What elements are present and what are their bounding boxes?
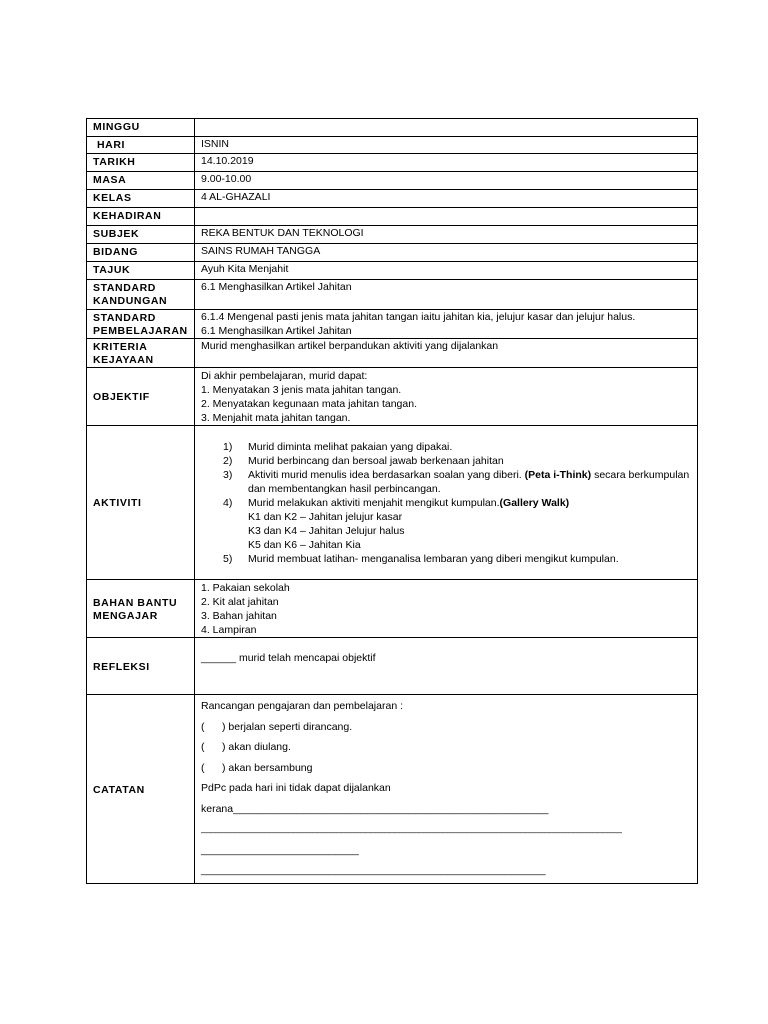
aktiviti-text: Murid diminta melihat pakaian yang dipakai.	[248, 441, 453, 453]
aktiviti-list	[201, 440, 697, 510]
value-kelas: 4 AL-GHAZALI	[195, 190, 698, 208]
catatan-blank-line: _______________________________________________________________________________________	[201, 823, 622, 834]
row-objektif	[87, 368, 698, 426]
label-aktiviti: AKTIVITI	[87, 426, 195, 580]
label-line: STANDARD	[93, 312, 156, 324]
aktiviti-text: secara berkumpulan	[591, 469, 690, 481]
value-tajuk: Ayuh Kita Menjahit	[195, 262, 698, 280]
kumpulan-line: K5 dan K6 – Jahitan Kia	[248, 539, 361, 551]
catatan-option: ( ) akan bersambung	[201, 761, 313, 774]
value-kriteria-kejayaan: Murid menghasilkan artikel berpandukan aktiviti yang dijalankan	[195, 339, 698, 368]
sp-line: 6.1.4 Mengenal pasti jenis mata jahitan tangan iaitu jahitan kia, jelujur kasar dan jelujur halus.	[201, 311, 636, 323]
objektif-item: 2. Menyatakan kegunaan mata jahitan tangan.	[201, 398, 417, 410]
row-tajuk	[87, 262, 698, 280]
value-refleksi	[195, 638, 698, 695]
label-line: STANDARD	[93, 282, 156, 294]
value-catatan	[195, 695, 698, 884]
label-bahan-bantu	[87, 580, 195, 638]
label-kehadiran: KEHADIRAN	[87, 208, 195, 226]
aktiviti-bold-text: (Gallery Walk)	[499, 497, 570, 509]
value-bidang: SAINS RUMAH TANGGA	[195, 244, 698, 262]
row-masa	[87, 172, 698, 190]
lesson-plan-table	[86, 118, 698, 884]
aktiviti-number: 1)	[223, 441, 233, 453]
aktiviti-bold-text: (Peta i-Think)	[524, 469, 592, 481]
value-standard-pembelajaran	[195, 310, 698, 339]
value-objektif	[195, 368, 698, 426]
sp-line: 6.1 Menghasilkan Artikel Jahitan	[201, 324, 352, 337]
aktiviti-text: Murid membuat latihan- menganalisa lembaran yang diberi mengikut kumpulan.	[248, 553, 619, 565]
objektif-item: 3. Menjahit mata jahitan tangan.	[201, 412, 351, 424]
label-catatan: CATATAN	[87, 695, 195, 884]
catatan-option: ( ) akan diulang.	[201, 741, 291, 753]
refleksi-blank: ______	[201, 652, 237, 664]
objektif-intro: Di akhir pembelajaran, murid dapat:	[201, 370, 368, 382]
label-line: BAHAN BANTU	[93, 596, 178, 609]
catatan-blank-line: ___________________________	[201, 843, 359, 856]
row-subjek	[87, 226, 698, 244]
catatan-blank-line: ___________________________________________________________	[201, 864, 546, 876]
row-kriteria-kejayaan	[87, 339, 698, 368]
label-line: MENGAJAR	[93, 609, 158, 622]
row-tarikh	[87, 154, 698, 172]
label-subjek: SUBJEK	[87, 226, 195, 244]
value-bahan-bantu	[195, 580, 698, 638]
objektif-item: 1. Menyatakan 3 jenis mata jahitan tangan.	[201, 384, 402, 396]
catatan-line: PdPc pada hari ini tidak dapat dijalankan	[201, 782, 391, 794]
row-kehadiran	[87, 208, 698, 226]
catatan-option: ( ) berjalan seperti dirancang.	[201, 720, 353, 733]
label-bidang: BIDANG	[87, 244, 195, 262]
row-kelas	[87, 190, 698, 208]
row-aktiviti	[87, 426, 698, 580]
value-hari: ISNIN	[195, 137, 698, 154]
label-line: KRITERIA	[93, 341, 148, 353]
kumpulan-line: K1 dan K2 – Jahitan jelujur kasar	[248, 511, 403, 523]
bahan-item: 2. Kit alat jahitan	[201, 596, 279, 608]
aktiviti-text: dan membentangkan hasil perbincangan.	[248, 483, 441, 495]
aktiviti-item	[201, 454, 697, 468]
aktiviti-item	[201, 552, 697, 566]
aktiviti-item	[201, 440, 697, 454]
label-standard-kandungan	[87, 280, 195, 310]
kumpulan-line: K3 dan K4 – Jahitan Jelujur halus	[248, 525, 405, 537]
row-catatan	[87, 695, 698, 884]
value-minggu	[195, 119, 698, 137]
row-bidang	[87, 244, 698, 262]
label-kelas: KELAS	[87, 190, 195, 208]
label-line: KANDUNGAN	[93, 295, 168, 307]
bahan-item: 4. Lampiran	[201, 624, 257, 636]
label-masa: MASA	[87, 172, 195, 190]
label-kriteria-kejayaan	[87, 339, 195, 368]
value-aktiviti	[195, 426, 698, 580]
catatan-line: kerana______________________________________________________	[201, 802, 549, 815]
row-minggu	[87, 119, 698, 137]
label-line: KEJAYAAN	[93, 354, 154, 366]
row-hari	[87, 137, 698, 154]
value-kehadiran	[195, 208, 698, 226]
aktiviti-list	[201, 552, 697, 566]
catatan-heading: Rancangan pengajaran dan pembelajaran :	[201, 700, 403, 712]
label-hari: HARI	[87, 137, 195, 154]
label-standard-pembelajaran	[87, 310, 195, 339]
aktiviti-text: Murid berbincang dan bersoal jawab berkenaan jahitan	[248, 455, 504, 467]
value-tarikh: 14.10.2019	[195, 154, 698, 172]
value-masa: 9.00-10.00	[195, 172, 698, 190]
aktiviti-text: Murid melakukan aktiviti menjahit mengikut kumpulan.	[248, 497, 500, 509]
label-minggu: MINGGU	[87, 119, 195, 137]
label-objektif: OBJEKTIF	[87, 368, 195, 426]
label-tarikh: TARIKH	[87, 154, 195, 172]
aktiviti-item	[201, 496, 697, 510]
aktiviti-number: 5)	[223, 553, 233, 565]
refleksi-text: murid telah mencapai objektif	[236, 652, 376, 664]
value-subjek: REKA BENTUK DAN TEKNOLOGI	[195, 226, 698, 244]
aktiviti-number: 4)	[223, 497, 233, 509]
bahan-item: 1. Pakaian sekolah	[201, 582, 290, 594]
label-line: PEMBELAJARAN	[93, 325, 188, 337]
label-refleksi: REFLEKSI	[87, 638, 195, 695]
aktiviti-item	[201, 468, 697, 496]
bahan-item: 3. Bahan jahitan	[201, 610, 277, 622]
label-tajuk: TAJUK	[87, 262, 195, 280]
row-standard-pembelajaran	[87, 310, 698, 339]
value-standard-kandungan: 6.1 Menghasilkan Artikel Jahitan	[195, 280, 698, 310]
aktiviti-text: Aktiviti murid menulis idea berdasarkan soalan yang diberi.	[248, 469, 525, 481]
row-refleksi	[87, 638, 698, 695]
aktiviti-number: 2)	[223, 455, 233, 467]
row-standard-kandungan	[87, 280, 698, 310]
row-bahan-bantu	[87, 580, 698, 638]
aktiviti-number: 3)	[223, 469, 233, 481]
